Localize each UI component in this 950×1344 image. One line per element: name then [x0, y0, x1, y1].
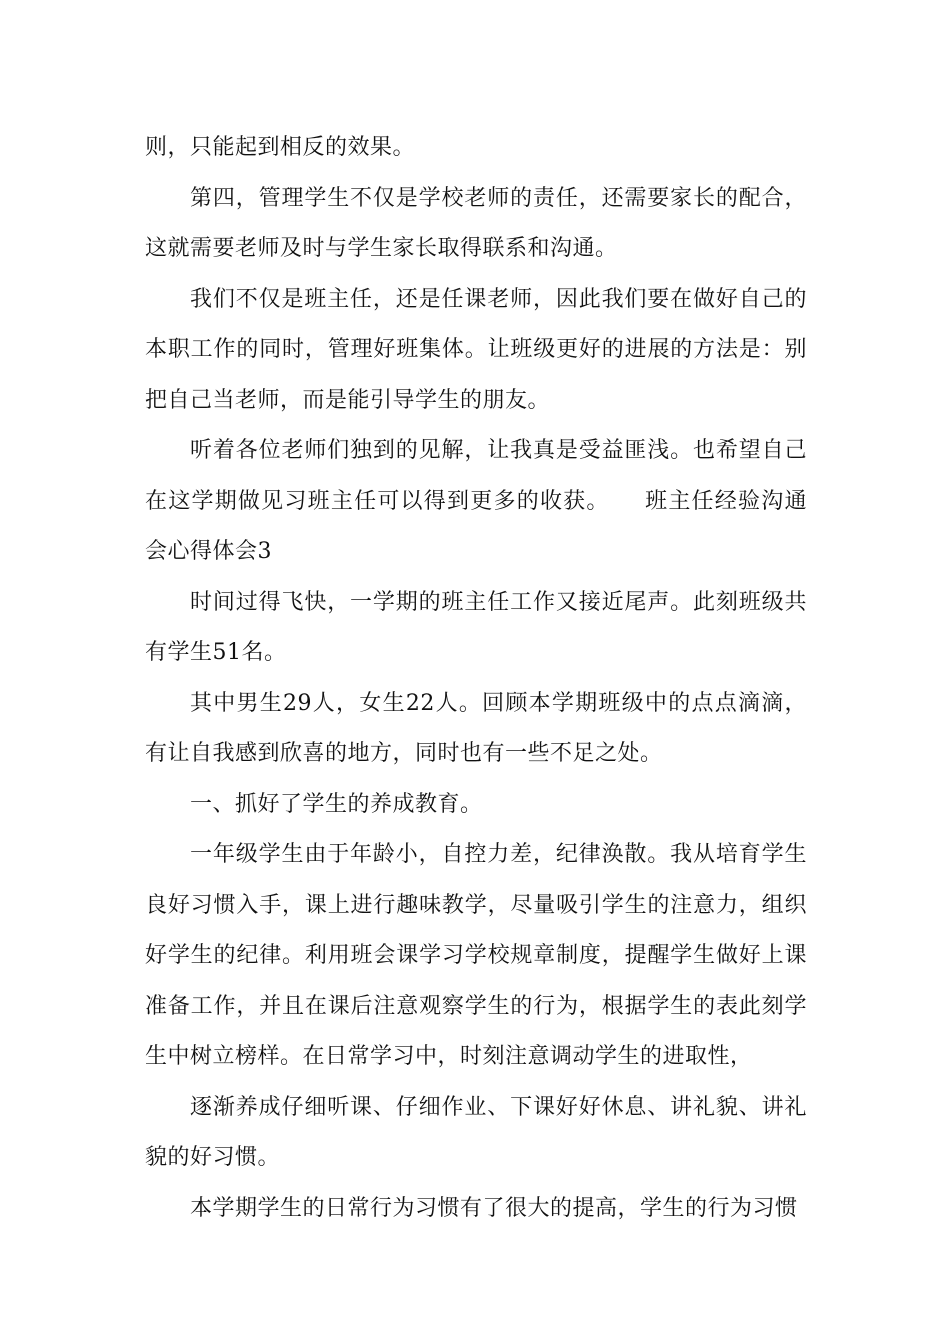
paragraph-8: 一年级学生由于年龄小，自控力差，纪律涣散。我从培育学生良好习惯入手，课上进行趣味教学，尽量吸引学生的注意力，组织好学生的纪律。利用班会课学习学校规章制度，提醒学生做好上课准备工作，并且在课后注意观察学生的行为，根据学生的表此刻学生中树立榜样。在日常学习中，时刻注意调动学生的进取性，	[145, 842, 807, 1069]
body-text	[145, 123, 807, 1234]
paragraph-3: 我们不仅是班主任，还是任课老师，因此我们要在做好自己的本职工作的同时，管理好班集体。让班级更好的进展的方法是：别把自己当老师，而是能引导学生的朋友。	[145, 286, 807, 413]
paragraph-5: 时间过得飞快，一学期的班主任工作又接近尾声。此刻班级共有学生51名。	[145, 589, 807, 665]
paragraph-7: 一、抓好了学生的养成教育。	[190, 791, 483, 817]
paragraph-9: 逐渐养成仔细听课、仔细作业、下课好好休息、讲礼貌、讲礼貌的好习惯。	[145, 1094, 807, 1170]
paragraph-6: 其中男生29人，女生22人。回顾本学期班级中的点点滴滴，有让自我感到欣喜的地方，同时也有一些不足之处。	[145, 690, 807, 766]
paragraph-10: 本学期学生的日常行为习惯有了很大的提高，学生的行为习惯	[190, 1195, 798, 1221]
paragraph-4: 听着各位老师们独到的见解，让我真是受益匪浅。也希望自己在这学期做见习班主任可以得到更多的收获。 班主任经验沟通会心得体会3	[145, 438, 807, 564]
paragraph-2: 第四，管理学生不仅是学校老师的责任，还需要家长的配合，这就需要老师及时与学生家长取得联系和沟通。	[145, 185, 807, 261]
paragraph-1: 则，只能起到相反的效果。	[145, 135, 416, 160]
